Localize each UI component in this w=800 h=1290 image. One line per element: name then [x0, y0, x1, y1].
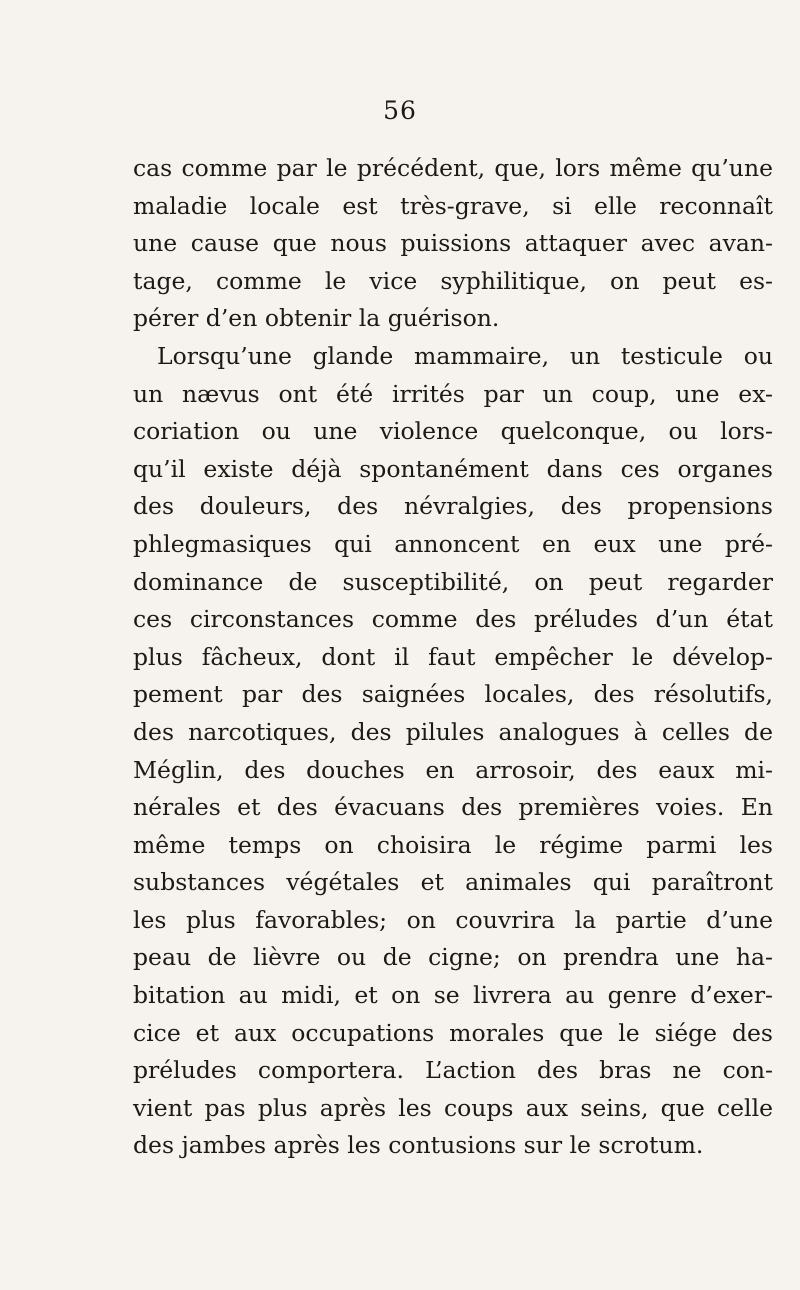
text-line: vient pas plus après les coups aux seins, que celle	[133, 1093, 773, 1122]
text-line: Lorsqu’une glande mammaire, un testicule ou	[157, 341, 773, 370]
text-line: maladie locale est très-grave, si elle reconnaît	[133, 191, 773, 220]
text-line: dominance de susceptibilité, on peut regarder	[133, 567, 773, 596]
text-line: un nævus ont été irrités par un coup, une ex-	[133, 379, 773, 408]
text-line: tage, comme le vice syphilitique, on peut es-	[133, 266, 773, 295]
text-line: nérales et des évacuans des premières voies. En	[133, 793, 773, 822]
text-line: Méglin, des douches en arrosoir, des eaux mi-	[133, 755, 773, 784]
text-line: coriation ou une violence quelconque, ou lors-	[133, 417, 773, 446]
text-line: une cause que nous puissions attaquer avec avan-	[133, 229, 773, 258]
text-line: qu’il existe déjà spontanément dans ces organes	[133, 454, 773, 483]
text-line: bitation au midi, et on se livrera au genre d’exer-	[133, 981, 773, 1010]
text-line: plus fâcheux, dont il faut empêcher le dévelop-	[133, 642, 773, 671]
text-line: substances végétales et animales qui paraîtront	[133, 868, 773, 897]
text-line: ces circonstances comme des préludes d’un état	[133, 605, 773, 634]
text-line: cice et aux occupations morales que le siége des	[133, 1018, 773, 1047]
text-line: même temps on choisira le régime parmi les	[133, 830, 773, 859]
page-number: 56	[383, 96, 417, 125]
body-text	[133, 150, 773, 1165]
text-line: les plus favorables; on couvrira la partie d’une	[133, 905, 773, 934]
text-line: des douleurs, des névralgies, des propensions	[133, 492, 773, 521]
text-line: pérer d’en obtenir la guérison.	[133, 304, 500, 333]
text-line: cas comme par le précédent, que, lors même qu’une	[133, 154, 773, 182]
text-line: pement par des saignées locales, des résolutifs,	[133, 680, 773, 709]
text-line: des jambes après les contusions sur le scrotum.	[133, 1131, 704, 1160]
text-line: préludes comportera. L’action des bras ne con-	[133, 1056, 773, 1085]
text-line: peau de lièvre ou de cigne; on prendra une ha-	[133, 943, 773, 972]
text-line: des narcotiques, des pilules analogues à celles de	[133, 717, 773, 746]
text-line: phlegmasiques qui annoncent en eux une pré-	[133, 529, 773, 558]
